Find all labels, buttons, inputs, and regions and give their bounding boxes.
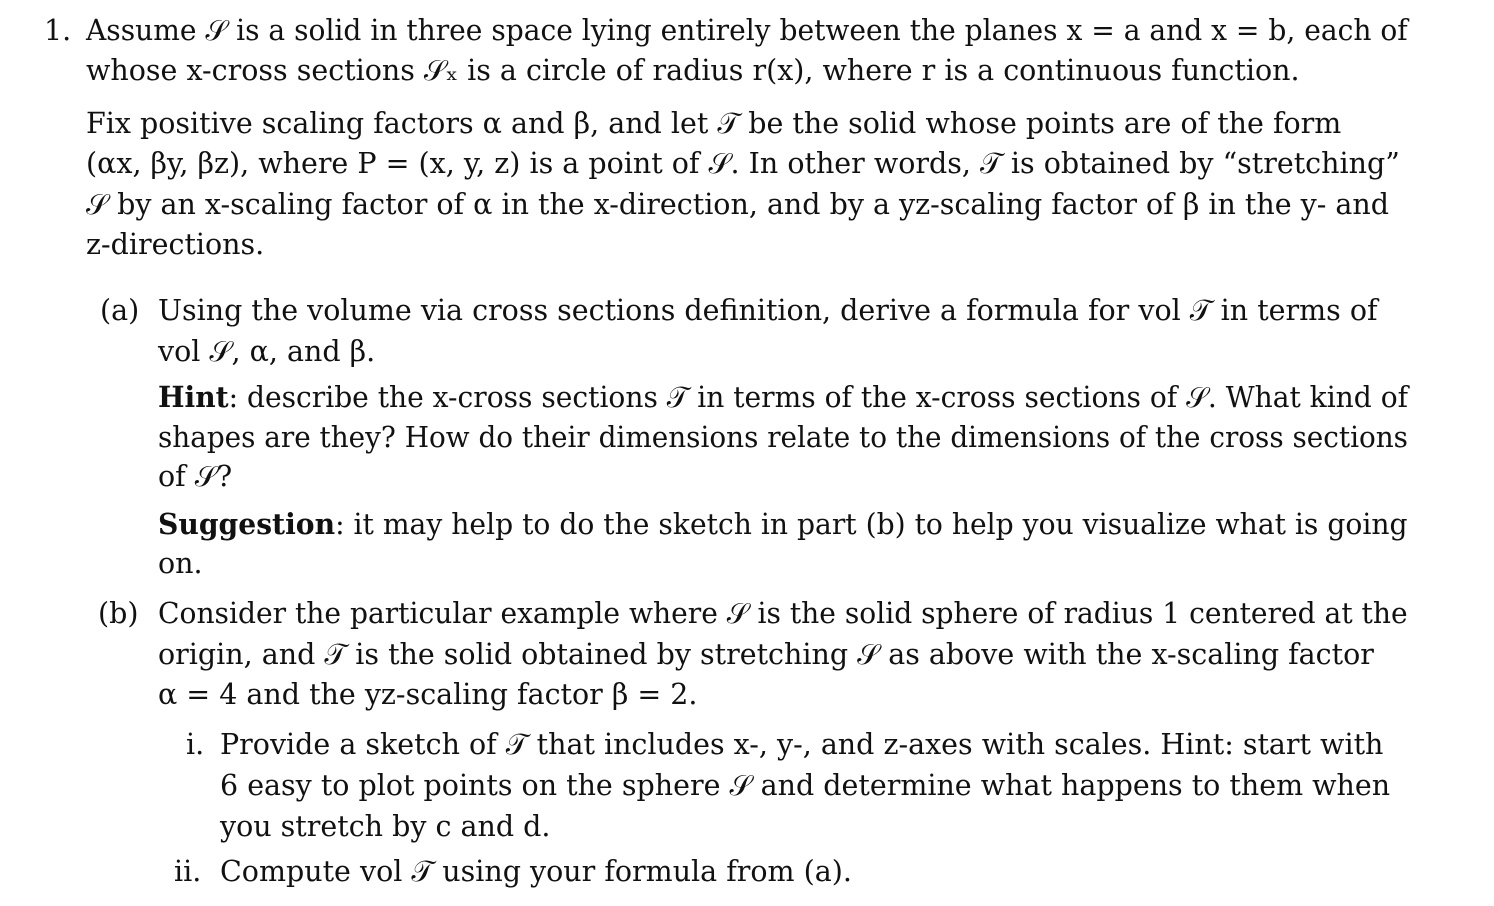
- setup-line-1: Fix positive scaling factors α and β, and let 𝒯 be the solid whose points are of the form: [86, 107, 1342, 140]
- item-ii-line-1: Compute vol 𝒯 using your formula from (a).: [220, 855, 852, 888]
- hint-text-1: : describe the x-cross sections 𝒯 in terms of the x-cross sections of 𝒮. What kind of: [228, 381, 1409, 414]
- part-b-line-3: α = 4 and the yz-scaling factor β = 2.: [158, 678, 698, 711]
- part-a-hint-line-2: shapes are they? How do their dimensions relate to the dimensions of the cross sections: [158, 421, 1408, 454]
- part-a-hint-line-1: [158, 380, 1409, 414]
- intro-line-1: Assume 𝒮 is a solid in three space lying entirely between the planes x = a and x = b, each of: [86, 14, 1408, 47]
- part-b-label: (b): [98, 597, 139, 630]
- part-b-line-2: origin, and 𝒯 is the solid obtained by stretching 𝒮 as above with the x-scaling factor: [158, 638, 1374, 671]
- item-i-line-3: you stretch by c and d.: [220, 810, 551, 843]
- part-a-suggestion-line-2: on.: [158, 547, 203, 580]
- item-ii-label: ii.: [174, 855, 202, 888]
- setup-line-2: (αx, βy, βz), where P = (x, y, z) is a point of 𝒮. In other words, 𝒯 is obtained by “stretching”: [86, 147, 1400, 180]
- intro-line-2: whose x-cross sections 𝒮ₓ is a circle of radius r(x), where r is a continuous function.: [86, 54, 1300, 87]
- hint-label: Hint: [158, 380, 229, 414]
- setup-line-4: z-directions.: [86, 228, 265, 261]
- part-b-line-1: Consider the particular example where 𝒮 is the solid sphere of radius 1 centered at the: [158, 597, 1408, 630]
- part-a-line-2: vol 𝒮, α, and β.: [158, 335, 376, 368]
- item-i-label: i.: [186, 728, 205, 761]
- setup-line-3: 𝒮 by an x-scaling factor of α in the x-direction, and by a yz-scaling factor of β in the y- and: [86, 188, 1390, 221]
- suggestion-label: Suggestion: [158, 507, 336, 541]
- part-a-label: (a): [100, 294, 140, 327]
- part-a-line-1: Using the volume via cross sections definition, derive a formula for vol 𝒯 in terms of: [158, 294, 1378, 327]
- item-i-line-1: Provide a sketch of 𝒯 that includes x-, y-, and z-axes with scales. Hint: start with: [220, 728, 1384, 761]
- part-a-suggestion-line-1: [158, 507, 1408, 541]
- item-i-line-2: 6 easy to plot points on the sphere 𝒮 and determine what happens to them when: [220, 769, 1391, 802]
- problem-number: 1.: [44, 14, 72, 47]
- suggestion-text-1: : it may help to do the sketch in part (b) to help you visualize what is going: [335, 508, 1408, 541]
- part-a-hint-line-3: of 𝒮?: [158, 460, 233, 493]
